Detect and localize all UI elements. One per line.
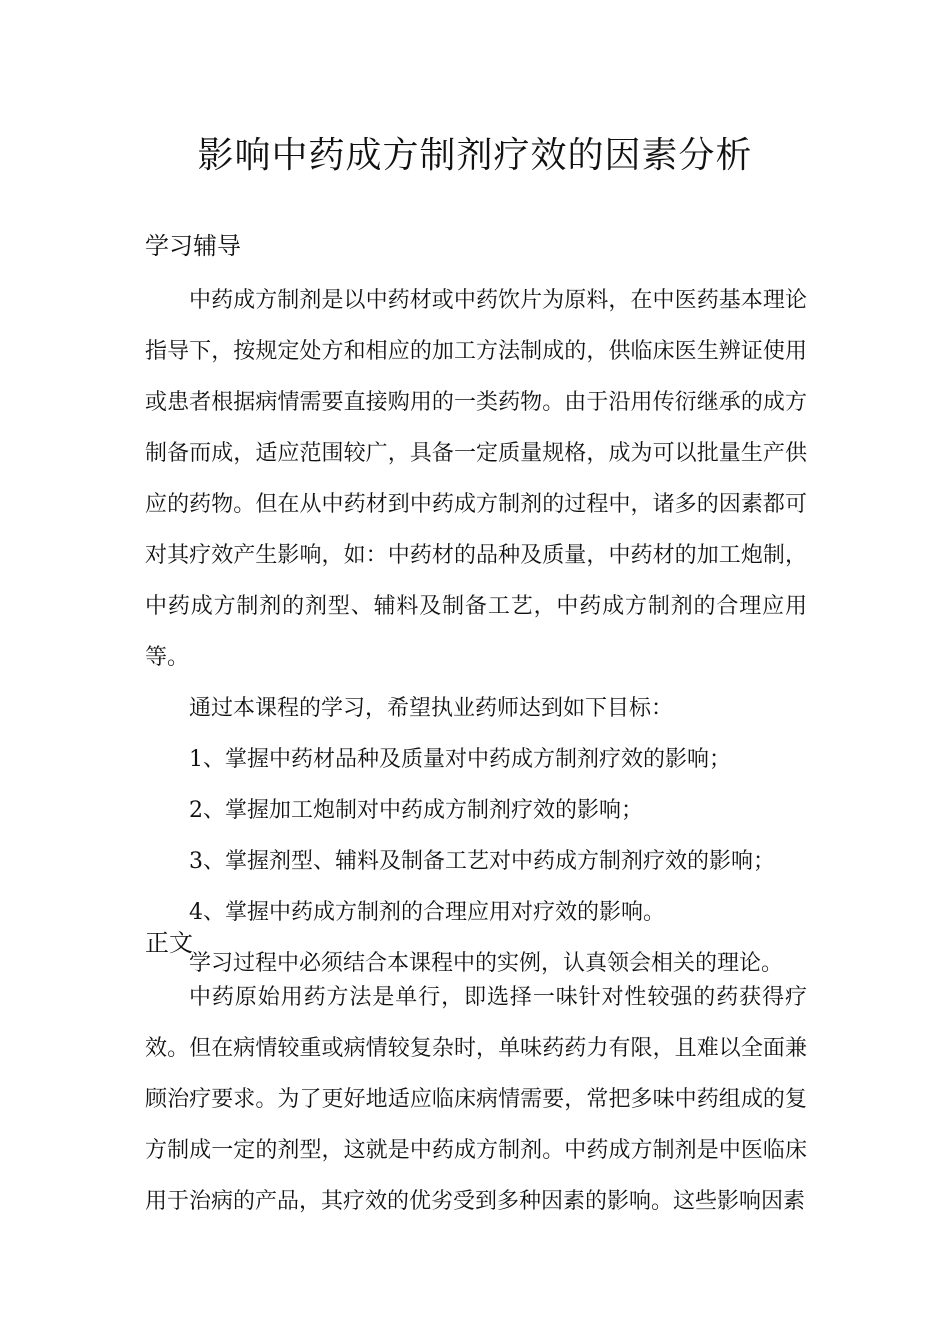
section-heading-main-text: 正文 bbox=[145, 929, 193, 957]
goal-item: 2、掌握加工炮制对中药成方制剂疗效的影响； bbox=[189, 798, 643, 823]
main-text-body bbox=[145, 972, 807, 1227]
section-heading-study-guide: 学习辅导 bbox=[145, 232, 241, 260]
goal-item: 3、掌握剂型、辅料及制备工艺对中药成方制剂疗效的影响； bbox=[189, 849, 775, 874]
document-title: 影响中药成方制剂疗效的因素分析 bbox=[197, 135, 753, 176]
goal-item: 4、掌握中药成方制剂的合理应用对疗效的影响。 bbox=[189, 900, 665, 925]
main-paragraph: 中药原始用药方法是单行，即选择一味针对性较强的药获得疗效。但在病情较重或病情较复杂时，单味药药力有限，且难以全面兼顾治疗要求。为了更好地适应临床病情需要，常把多味中药组成的复方制成一定的剂型，这就是中药成方制剂。中药成方制剂是中医临床用于治病的产品，其疗效的优劣受到多种因素的影响。这些影响因素 bbox=[145, 985, 807, 1214]
closing-line: 学习过程中必须结合本课程中的实例，认真领会相关的理论。 bbox=[189, 951, 784, 976]
study-guide-body bbox=[145, 275, 807, 989]
goals-intro: 通过本课程的学习，希望执业药师达到如下目标： bbox=[189, 696, 674, 721]
goal-item: 1、掌握中药材品种及质量对中药成方制剂疗效的影响； bbox=[189, 747, 731, 772]
intro-paragraph: 中药成方制剂是以中药材或中药饮片为原料，在中医药基本理论指导下，按规定处方和相应的加工方法制成的，供临床医生辨证使用或患者根据病情需要直接购用的一类药物。由于沿用传衍继承的成方制备而成，适应范围较广，具备一定质量规格，成为可以批量生产供应的药物。但在从中药材到中药成方制剂的过程中，诸多的因素都可对其疗效产生影响，如：中药材的品种及质量，中药材的加工炮制，中药成方制剂的剂型、辅料及制备工艺，中药成方制剂的合理应用等。 bbox=[145, 288, 807, 670]
